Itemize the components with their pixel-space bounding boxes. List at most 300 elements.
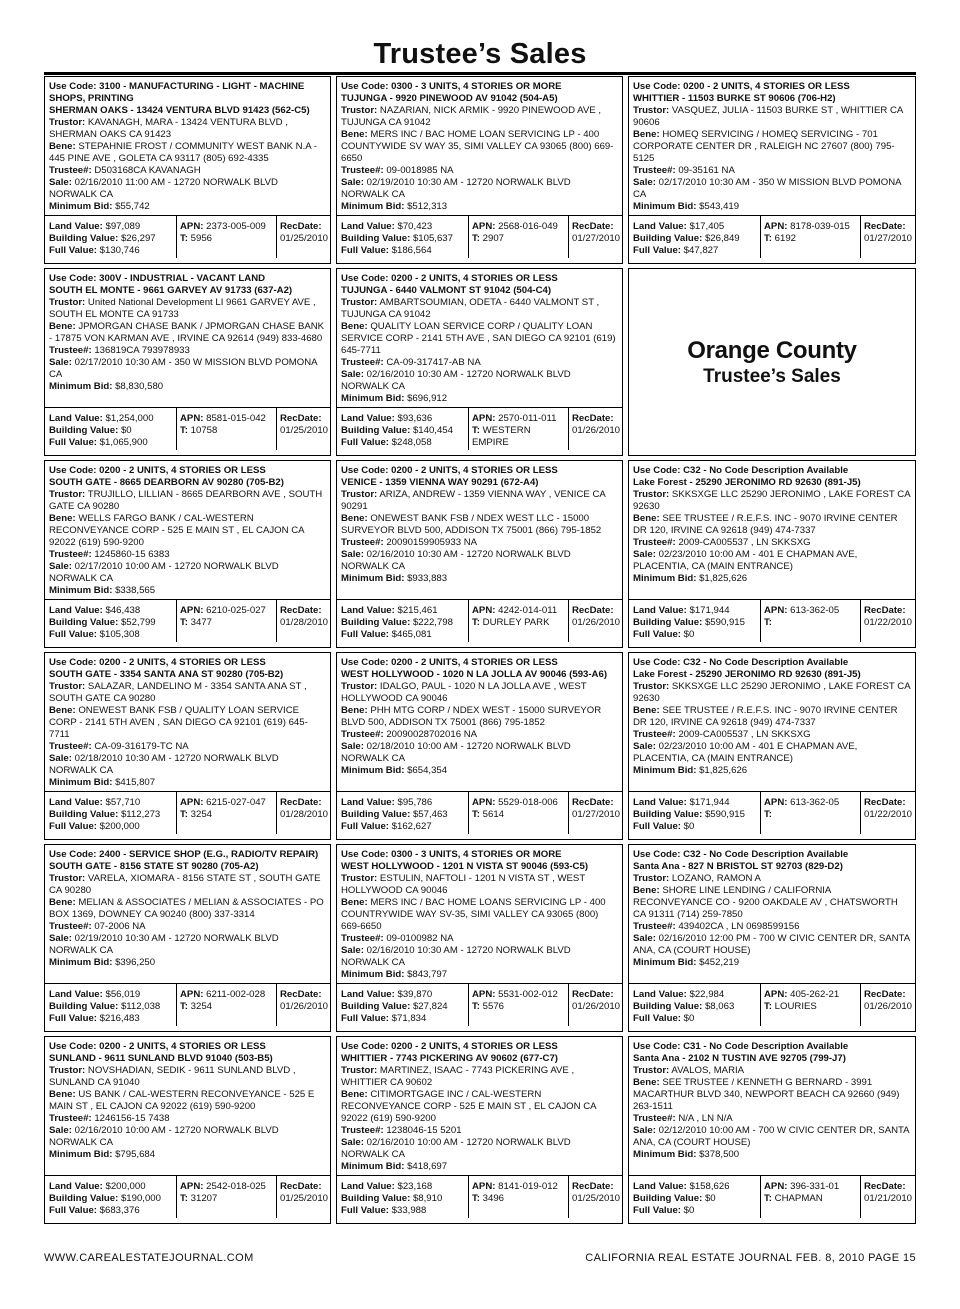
- minimum-bid-value: $654,354: [407, 765, 448, 776]
- sale-value: 02/18/2010 10:00 AM - 12720 NORWALK BLVD NORWALK CA: [341, 741, 571, 764]
- full-value-value: $683,376: [99, 1205, 140, 1216]
- trustee-number-value: 1238046-15 5201: [386, 1125, 462, 1136]
- beneficiary-line: [341, 321, 619, 357]
- sale-value: 02/17/2010 10:00 AM - 12720 NORWALK BLVD NORWALK CA: [49, 561, 279, 584]
- beneficiary-line: [341, 705, 619, 729]
- beneficiary-line: [633, 513, 912, 537]
- recdate-label: RecDate:: [572, 605, 614, 616]
- building-value-label: Building Value:: [49, 425, 119, 436]
- building-value-label: Building Value:: [633, 1001, 703, 1012]
- land-value-value: $1,254,000: [105, 413, 154, 424]
- sale-label: Sale:: [341, 369, 364, 380]
- values-column: [341, 989, 466, 1025]
- listing-card: [44, 460, 331, 648]
- tract-label: T:: [180, 809, 188, 820]
- recdate-value: 01/27/2010: [572, 809, 621, 820]
- use-code-label: Use Code:: [633, 657, 681, 668]
- listing-details: [633, 657, 912, 777]
- trustor-label: Trustor:: [633, 489, 670, 500]
- listing-details: [341, 849, 619, 981]
- trustee-number-label: Trustee#:: [49, 921, 92, 932]
- full-value-line: [49, 629, 174, 641]
- tract-line: [764, 617, 862, 629]
- use-code-value: 0200 - 2 UNITS, 4 STORIES OR LESS: [683, 81, 850, 92]
- use-code-line: [341, 1041, 619, 1053]
- land-value-line: [341, 797, 466, 809]
- apn-value: 4242-014-011: [498, 605, 558, 616]
- land-value-label: Land Value:: [633, 797, 687, 808]
- trustee-number-value: D503168CA KAVANAGH: [94, 165, 201, 176]
- sale-label: Sale:: [633, 933, 656, 944]
- tract-value: 5614: [482, 809, 505, 820]
- apn-line: [180, 605, 278, 617]
- use-code-label: Use Code:: [49, 849, 97, 860]
- beneficiary-label: Bene:: [633, 513, 660, 524]
- minimum-bid-line: [633, 765, 912, 777]
- recdate-column: [276, 216, 332, 258]
- apn-line: [180, 413, 278, 425]
- tract-value: 10758: [190, 425, 218, 436]
- beneficiary-label: Bene:: [49, 705, 76, 716]
- minimum-bid-label: Minimum Bid:: [633, 573, 697, 584]
- trustor-value: MARTINEZ, ISAAC - 7743 PICKERING AVE , WHITTIER CA 90602: [341, 1065, 575, 1088]
- apn-column: [760, 600, 862, 642]
- use-code-line: [341, 81, 619, 93]
- use-code-label: Use Code:: [633, 849, 681, 860]
- trustor-line: [633, 105, 912, 129]
- page-title: Trustee’s Sales: [373, 38, 587, 70]
- building-value-value: $140,454: [412, 425, 453, 436]
- use-code-line: [341, 849, 619, 861]
- minimum-bid-label: Minimum Bid:: [633, 1149, 697, 1160]
- trustor-value: VARELA, XIOMARA - 8156 STATE ST , SOUTH GATE CA 90280: [49, 873, 321, 896]
- full-value-line: [49, 1205, 174, 1217]
- full-value-line: [341, 821, 466, 833]
- recdate-value: 01/25/2010: [280, 233, 329, 244]
- sale-label: Sale:: [341, 945, 364, 956]
- use-code-line: [49, 81, 327, 105]
- apn-column: [468, 600, 570, 642]
- beneficiary-label: Bene:: [633, 885, 660, 896]
- sale-label: Sale:: [633, 177, 656, 188]
- listing-details: [633, 465, 912, 585]
- sale-line: [341, 741, 619, 765]
- apn-value: 396-331-01: [790, 1181, 840, 1192]
- property-address: SUNLAND - 9611 SUNLAND BLVD 91040 (503-B5): [49, 1053, 273, 1064]
- trustee-number-line: [49, 345, 327, 357]
- beneficiary-value: SHORE LINE LENDING / CALIFORNIA RECONVEYANCE CO - 9200 OAKDALE AV , CHATSWORTH CA 91311 (714) 259-7850: [633, 885, 898, 920]
- use-code-value: 0200 - 2 UNITS, 4 STORIES OR LESS: [391, 273, 558, 284]
- trustee-number-line: [341, 165, 619, 177]
- recdate-value: 01/28/2010: [280, 617, 329, 628]
- building-value-line: [341, 233, 466, 245]
- full-value-value: $200,000: [99, 821, 140, 832]
- listing-card: [44, 268, 331, 456]
- beneficiary-value: CITIMORTGAGE INC / CAL-WESTERN RECONVEYANCE CORP - 525 E MAIN ST , EL CAJON CA 92022 (619) 590-9200: [341, 1089, 597, 1124]
- building-value-line: [49, 1001, 174, 1013]
- recdate-value: 01/27/2010: [864, 233, 913, 244]
- land-value-label: Land Value:: [341, 221, 395, 232]
- tract-label: T:: [764, 233, 772, 244]
- beneficiary-line: [49, 1089, 327, 1113]
- apn-line: [764, 221, 862, 233]
- sale-value: 02/16/2010 10:00 AM - 12720 NORWALK BLVD NORWALK CA: [341, 1137, 571, 1160]
- use-code-value: 0200 - 2 UNITS, 4 STORIES OR LESS: [391, 465, 558, 476]
- recdate-value: 01/22/2010: [864, 809, 913, 820]
- recdate-column: [276, 1176, 332, 1218]
- recdate-label: RecDate:: [572, 413, 614, 424]
- trustee-number-line: [633, 165, 912, 177]
- recdate-value: 01/26/2010: [572, 425, 621, 436]
- property-address: TUJUNGA - 9920 PINEWOOD AV 91042 (504-A5): [341, 93, 558, 104]
- sale-value: 02/19/2010 10:30 AM - 12720 NORWALK BLVD NORWALK CA: [49, 933, 279, 956]
- recdate-value: 01/26/2010: [572, 1001, 621, 1012]
- full-value-value: $186,564: [391, 245, 432, 256]
- sale-label: Sale:: [49, 933, 72, 944]
- land-value-line: [49, 1181, 174, 1193]
- minimum-bid-line: [633, 573, 912, 585]
- sale-line: [633, 177, 912, 201]
- valuation-footer: [337, 1175, 622, 1223]
- trustor-label: Trustor:: [49, 489, 86, 500]
- trustor-value: VASQUEZ, JULIA - 11503 BURKE ST , WHITTIER CA 90606: [633, 105, 903, 128]
- minimum-bid-value: $418,697: [407, 1161, 448, 1172]
- listing-card: [336, 460, 623, 648]
- beneficiary-label: Bene:: [341, 513, 368, 524]
- building-value-value: $8,063: [704, 1001, 735, 1012]
- recdate-column: [276, 792, 332, 834]
- use-code-label: Use Code:: [341, 465, 389, 476]
- trustee-number-value: 1245860-15 6383: [94, 549, 170, 560]
- land-value-value: $171,944: [689, 797, 730, 808]
- trustee-number-value: 09-0100982 NA: [386, 933, 454, 944]
- full-value-line: [49, 1013, 174, 1025]
- apn-label: APN:: [472, 413, 496, 424]
- trustee-number-label: Trustee#:: [341, 537, 384, 548]
- listing-row: [44, 460, 916, 648]
- trustor-value: LOZANO, RAMON A: [671, 873, 761, 884]
- full-value-line: [633, 245, 758, 257]
- recdate-label: RecDate:: [280, 1181, 322, 1192]
- use-code-label: Use Code:: [341, 81, 389, 92]
- full-value-line: [341, 1013, 466, 1025]
- building-value-value: $590,915: [704, 617, 745, 628]
- land-value-value: $95,786: [397, 797, 433, 808]
- trustor-line: [341, 681, 619, 705]
- building-value-label: Building Value:: [49, 1001, 119, 1012]
- full-value-value: $1,065,900: [99, 437, 148, 448]
- trustor-label: Trustor:: [49, 873, 86, 884]
- full-value-label: Full Value:: [341, 629, 389, 640]
- building-value-line: [633, 809, 758, 821]
- tract-line: [180, 425, 278, 437]
- beneficiary-label: Bene:: [633, 129, 660, 140]
- minimum-bid-value: $795,684: [115, 1149, 156, 1160]
- full-value-label: Full Value:: [633, 1205, 681, 1216]
- minimum-bid-line: [49, 1149, 327, 1161]
- apn-label: APN:: [180, 989, 204, 1000]
- use-code-value: 3100 - MANUFACTURING - LIGHT - MACHINE SHOPS, PRINTING: [49, 81, 305, 104]
- tract-line: [764, 1001, 862, 1013]
- full-value-line: [341, 629, 466, 641]
- listing-details: [49, 273, 327, 393]
- land-value-value: $97,089: [105, 221, 141, 232]
- orange-county-banner: [628, 268, 916, 456]
- full-value-line: [633, 629, 758, 641]
- use-code-line: [633, 81, 912, 93]
- trustee-number-value: CA-09-317417-AB NA: [386, 357, 481, 368]
- values-column: [49, 413, 174, 449]
- minimum-bid-line: [633, 1149, 912, 1161]
- beneficiary-line: [633, 1077, 912, 1113]
- listing-details: [49, 1041, 327, 1161]
- building-value-value: $112,038: [120, 1001, 161, 1012]
- minimum-bid-value: $1,825,626: [699, 765, 748, 776]
- use-code-value: C32 - No Code Description Available: [683, 465, 849, 476]
- apn-column: [176, 216, 278, 258]
- beneficiary-value: MELIAN & ASSOCIATES / MELIAN & ASSOCIATES - PO BOX 1369, DOWNEY CA 90240 (800) 337-3314: [49, 897, 324, 920]
- apn-column: [468, 1176, 570, 1218]
- building-value-label: Building Value:: [341, 809, 411, 820]
- tract-label: T:: [764, 1193, 772, 1204]
- trustee-number-line: [49, 549, 327, 561]
- beneficiary-value: STEPAHNIE FROST / COMMUNITY WEST BANK N.A - 445 PINE AVE , GOLETA CA 93117 (805) 692-4335: [49, 141, 317, 164]
- land-value-label: Land Value:: [633, 605, 687, 616]
- tract-value: 5576: [482, 1001, 505, 1012]
- recdate-label: RecDate:: [572, 989, 614, 1000]
- beneficiary-label: Bene:: [341, 1089, 368, 1100]
- apn-column: [468, 984, 570, 1026]
- minimum-bid-value: $1,825,626: [699, 573, 748, 584]
- full-value-value: $105,308: [99, 629, 140, 640]
- apn-label: APN:: [472, 1181, 496, 1192]
- land-value-value: $93,636: [397, 413, 433, 424]
- use-code-value: 0200 - 2 UNITS, 4 STORIES OR LESS: [99, 657, 266, 668]
- minimum-bid-label: Minimum Bid:: [341, 765, 405, 776]
- listing-details: [341, 81, 619, 213]
- building-value-label: Building Value:: [633, 1193, 703, 1204]
- land-value-line: [633, 797, 758, 809]
- building-value-line: [49, 1193, 174, 1205]
- beneficiary-line: [633, 705, 912, 729]
- building-value-value: $222,798: [412, 617, 453, 628]
- minimum-bid-line: [341, 1161, 619, 1173]
- building-value-label: Building Value:: [633, 809, 703, 820]
- values-column: [341, 413, 466, 449]
- recdate-label: RecDate:: [864, 1181, 906, 1192]
- use-code-value: 2400 - SERVICE SHOP (E.G., RADIO/TV REPAIR): [99, 849, 319, 860]
- apn-value: 2542-018-025: [206, 1181, 266, 1192]
- apn-label: APN:: [180, 605, 204, 616]
- land-value-label: Land Value:: [49, 989, 103, 1000]
- full-value-value: $162,627: [391, 821, 432, 832]
- recdate-value: 01/25/2010: [280, 1193, 329, 1204]
- title-rule: [44, 72, 916, 75]
- beneficiary-value: MERS INC / BAC HOME LOAN SERVICING LP - 400 COUNTYWIDE SV WAY 35, SIMI VALLEY CA 93065 (800) 669-6650: [341, 129, 614, 164]
- values-column: [49, 221, 174, 257]
- apn-column: [176, 600, 278, 642]
- land-value-label: Land Value:: [633, 989, 687, 1000]
- sale-label: Sale:: [633, 1125, 656, 1136]
- footer-website: WWW.CAREALESTATEJOURNAL.COM: [44, 1252, 254, 1264]
- trustor-value: TRUJILLO, LILLIAN - 8665 DEARBORN AVE , SOUTH GATE CA 90280: [49, 489, 323, 512]
- beneficiary-value: MERS INC / BAC HOME LOANS SERVICING LP - 400 COUNTRYWIDE WAY SV-35, SIMI VALLEY CA 93065 (800) 669-6650: [341, 897, 606, 932]
- sale-value: 02/16/2010 10:00 AM - 12720 NORWALK BLVD NORWALK CA: [49, 1125, 279, 1148]
- full-value-label: Full Value:: [49, 821, 97, 832]
- listing-details: [341, 273, 619, 405]
- beneficiary-value: SEE TRUSTEE / R.E.F.S. INC - 9070 IRVINE CENTER DR 120, IRVINE CA 92618 (949) 474-7337: [633, 705, 898, 728]
- apn-line: [472, 797, 570, 809]
- building-value-label: Building Value:: [341, 233, 411, 244]
- full-value-label: Full Value:: [341, 437, 389, 448]
- sale-value: 02/16/2010 10:30 AM - 12720 NORWALK BLVD NORWALK CA: [341, 945, 571, 968]
- full-value-value: $33,988: [391, 1205, 427, 1216]
- apn-value: 2568-016-049: [498, 221, 558, 232]
- recdate-value: 01/21/2010: [864, 1193, 913, 1204]
- full-value-line: [341, 245, 466, 257]
- beneficiary-value: QUALITY LOAN SERVICE CORP / QUALITY LOAN SERVICE CORP - 2141 5TH AVE , SAN DIEGO CA 92101 (619) 645-7711: [341, 321, 616, 356]
- land-value-value: $22,984: [689, 989, 725, 1000]
- beneficiary-label: Bene:: [633, 1077, 660, 1088]
- minimum-bid-label: Minimum Bid:: [49, 381, 113, 392]
- use-code-line: [633, 465, 912, 477]
- trustor-label: Trustor:: [341, 489, 378, 500]
- trustee-number-line: [49, 165, 327, 177]
- listing-card: [336, 844, 623, 1032]
- building-value-value: $590,915: [704, 809, 745, 820]
- land-value-label: Land Value:: [341, 989, 395, 1000]
- minimum-bid-line: [341, 969, 619, 981]
- land-value-line: [49, 989, 174, 1001]
- tract-label: T:: [472, 809, 480, 820]
- apn-label: APN:: [764, 221, 788, 232]
- land-value-line: [49, 797, 174, 809]
- valuation-footer: [45, 599, 330, 647]
- building-value-line: [49, 809, 174, 821]
- recdate-column: [860, 600, 916, 642]
- sale-line: [49, 1125, 327, 1149]
- land-value-label: Land Value:: [49, 605, 103, 616]
- land-value-value: $57,710: [105, 797, 141, 808]
- trustee-number-value: 07-2006 NA: [94, 921, 146, 932]
- land-value-line: [633, 221, 758, 233]
- recdate-label: RecDate:: [572, 221, 614, 232]
- trustor-label: Trustor:: [341, 297, 378, 308]
- values-column: [49, 989, 174, 1025]
- full-value-label: Full Value:: [633, 1013, 681, 1024]
- beneficiary-value: HOMEQ SERVICING / HOMEQ SERVICING - 701 CORPORATE CENTER DR , RALEIGH NC 27607 (800) 795-5125: [633, 129, 895, 164]
- listing-row: [44, 652, 916, 840]
- beneficiary-value: ONEWEST BANK FSB / QUALITY LOAN SERVICE CORP - 2141 5TH AVEN , SAN DIEGO CA 92101 (619) 645-7711: [49, 705, 308, 740]
- minimum-bid-line: [49, 201, 327, 213]
- beneficiary-line: [49, 141, 327, 165]
- sale-value: 02/12/2010 10:00 AM - 700 W CIVIC CENTER DR, SANTA ANA, CA (COURT HOUSE): [633, 1125, 910, 1148]
- trustor-line: [633, 681, 912, 705]
- building-value-line: [49, 425, 174, 437]
- tract-line: [764, 1193, 862, 1205]
- minimum-bid-label: Minimum Bid:: [341, 393, 405, 404]
- apn-column: [760, 984, 862, 1026]
- recdate-label: RecDate:: [864, 221, 906, 232]
- land-value-value: $46,438: [105, 605, 141, 616]
- sale-line: [633, 933, 912, 957]
- minimum-bid-label: Minimum Bid:: [49, 1149, 113, 1160]
- tract-value: 6192: [774, 233, 797, 244]
- recdate-value: 01/26/2010: [572, 617, 621, 628]
- valuation-footer: [337, 599, 622, 647]
- minimum-bid-label: Minimum Bid:: [341, 969, 405, 980]
- minimum-bid-label: Minimum Bid:: [633, 765, 697, 776]
- minimum-bid-line: [341, 573, 619, 585]
- land-value-label: Land Value:: [49, 221, 103, 232]
- apn-column: [760, 792, 862, 834]
- minimum-bid-line: [633, 957, 912, 969]
- trustor-line: [49, 297, 327, 321]
- beneficiary-value: JPMORGAN CHASE BANK / JPMORGAN CHASE BANK - 17875 VON KARMAN AVE , IRVINE CA 92614 (949) 833-4680: [49, 321, 325, 344]
- apn-value: 8178-039-015: [790, 221, 850, 232]
- trustor-label: Trustor:: [341, 1065, 378, 1076]
- valuation-footer: [337, 215, 622, 263]
- minimum-bid-value: $512,313: [407, 201, 448, 212]
- minimum-bid-line: [341, 393, 619, 405]
- listing-card: [628, 76, 916, 264]
- trustee-number-line: [341, 729, 619, 741]
- building-value-value: $52,799: [120, 617, 156, 628]
- apn-column: [468, 216, 570, 258]
- full-value-line: [633, 1205, 758, 1217]
- building-value-label: Building Value:: [49, 617, 119, 628]
- beneficiary-line: [633, 885, 912, 921]
- minimum-bid-value: $452,219: [699, 957, 740, 968]
- property-address: TUJUNGA - 6440 VALMONT ST 91042 (504-C4): [341, 285, 552, 296]
- tract-value: 3477: [190, 617, 213, 628]
- tract-line: [472, 233, 570, 245]
- building-value-line: [341, 809, 466, 821]
- trustor-line: [341, 297, 619, 321]
- listing-details: [341, 465, 619, 585]
- trustee-number-value: 136819CA 793978933: [94, 345, 190, 356]
- full-value-label: Full Value:: [341, 821, 389, 832]
- full-value-line: [341, 1205, 466, 1217]
- banner-heading: [629, 337, 915, 389]
- beneficiary-label: Bene:: [341, 129, 368, 140]
- valuation-footer: [45, 215, 330, 263]
- valuation-footer: [337, 983, 622, 1031]
- building-value-line: [341, 617, 466, 629]
- full-value-value: $0: [683, 1205, 695, 1216]
- full-value-label: Full Value:: [49, 629, 97, 640]
- building-value-value: $57,463: [412, 809, 448, 820]
- listing-card: [628, 844, 916, 1032]
- trustor-value: ARIZA, ANDREW - 1359 VIENNA WAY , VENICE CA 90291: [341, 489, 606, 512]
- trustee-number-label: Trustee#:: [633, 729, 676, 740]
- beneficiary-line: [633, 129, 912, 165]
- building-value-label: Building Value:: [49, 233, 119, 244]
- apn-value: 8581-015-042: [206, 413, 266, 424]
- building-value-value: $8,910: [412, 1193, 443, 1204]
- use-code-value: C32 - No Code Description Available: [683, 849, 849, 860]
- full-value-label: Full Value:: [49, 1013, 97, 1024]
- tract-value: 31207: [190, 1193, 218, 1204]
- trustor-label: Trustor:: [633, 681, 670, 692]
- recdate-column: [860, 792, 916, 834]
- land-value-value: $56,019: [105, 989, 141, 1000]
- tract-line: [472, 809, 570, 821]
- land-value-value: $215,461: [397, 605, 438, 616]
- values-column: [341, 1181, 466, 1217]
- land-value-line: [341, 605, 466, 617]
- tract-value: 3496: [482, 1193, 505, 1204]
